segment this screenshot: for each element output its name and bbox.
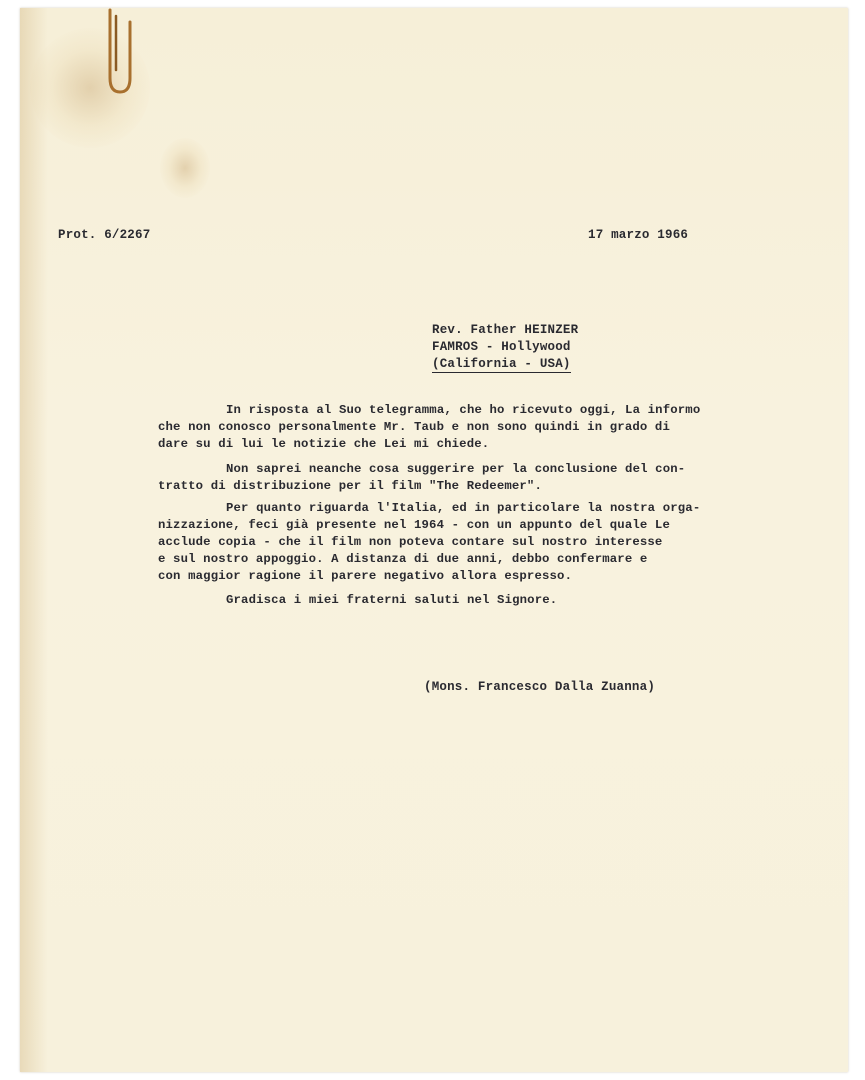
recipient-location: (California - USA) [432,357,571,371]
paragraph-line: nizzazione, feci già presente nel 1964 - con un appunto del quale Le [158,518,670,532]
recipient-name: Rev. Father HEINZER [432,323,579,337]
signature: (Mons. Francesco Dalla Zuanna) [424,680,656,694]
protocol-number: Prot. 6/2267 [58,228,151,242]
paragraph-line: acclude copia - che il film non poteva contare sul nostro interesse [158,535,663,549]
letter-date: 17 marzo 1966 [588,228,689,242]
paper-clip-icon [98,8,138,98]
paragraph-line: In risposta al Suo telegramma, che ho ricevuto oggi, La informo [226,403,701,417]
paragraph-line: tratto di distribuzione per il film "The Redeemer". [158,479,542,493]
paragraph-line: con maggior ragione il parere negativo allora espresso. [158,569,573,583]
rust-stain [160,138,210,198]
paragraph-line: che non conosco personalmente Mr. Taub e non sono quindi in grado di [158,420,670,434]
paragraph-line: Non saprei neanche cosa suggerire per la conclusione del con- [226,462,686,476]
recipient-organization: FAMROS - Hollywood [432,340,571,354]
paragraph-line: dare su di lui le notizie che Lei mi chiede. [158,437,490,451]
paragraph-line: e sul nostro appoggio. A distanza di due anni, debbo confermare e [158,552,648,566]
paragraph-line: Gradisca i miei fraterni saluti nel Signore. [226,593,558,607]
paper-edge-shadow [20,8,48,1072]
paragraph-line: Per quanto riguarda l'Italia, ed in particolare la nostra orga- [226,501,701,515]
